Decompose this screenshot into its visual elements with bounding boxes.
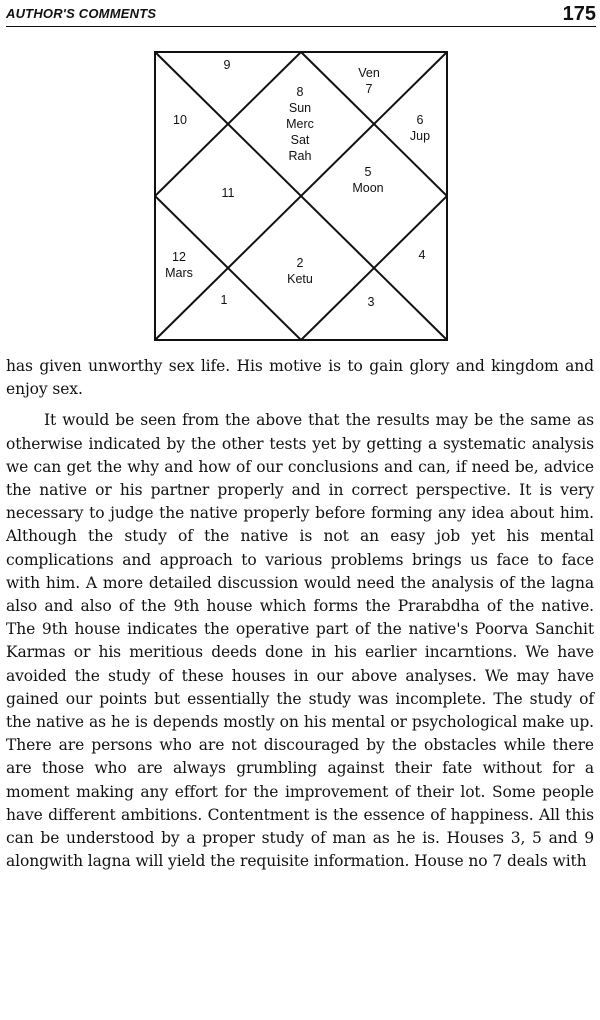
running-title: AUTHOR'S COMMENTS — [6, 6, 157, 21]
house-12 — [165, 249, 193, 281]
house-2 — [287, 255, 313, 287]
house-label: 11 — [221, 186, 235, 200]
house-label: 12 — [172, 250, 186, 264]
house-1 — [221, 292, 228, 308]
planet-label: Ketu — [287, 272, 313, 286]
running-header — [6, 4, 596, 27]
house-9 — [224, 57, 231, 73]
page-number: 175 — [562, 3, 596, 25]
body-text — [6, 355, 594, 881]
planet-label: Sun — [288, 101, 312, 115]
house-label: 9 — [223, 58, 231, 72]
planet-label: Jup — [409, 129, 431, 143]
house-5 — [352, 164, 383, 196]
house-label: 3 — [367, 295, 375, 309]
house-label: 4 — [418, 248, 426, 262]
planet-label: Mars — [165, 266, 193, 280]
house-label: 1 — [220, 293, 228, 307]
house-label: 2 — [296, 256, 304, 270]
house-10 — [173, 112, 187, 128]
house-3 — [368, 294, 375, 310]
planet-label: Moon — [352, 181, 384, 195]
planet-label: Rah — [288, 149, 312, 163]
horoscope-chart — [154, 51, 448, 341]
house-4 — [419, 247, 426, 263]
planet-label: Ven — [358, 66, 380, 80]
paragraph: has given unworthy sex life. His motive is to gain glory and kingdom and enjoy sex. — [6, 357, 594, 399]
house-label: 7 — [365, 82, 373, 96]
planet-label: Merc — [286, 117, 314, 131]
house-8 — [286, 84, 314, 164]
house-label: 8 — [296, 85, 304, 99]
house-11 — [222, 185, 235, 201]
house-label: 6 — [416, 113, 424, 127]
paragraph: It would be seen from the above that the results may be the same as otherwise indicated by the other tests yet by getting a systematic analysis we can get the why and how of our conclusions and can, if need be, advice the native or his partner properly and in correct perspective. It is very necessary to judge the native properly before forming any idea about him. Although the study of the native is not an easy job yet his mental complications and approach to various problems brings us face to face with him. A more detailed discussion would need the analysis of the lagna also and also of the 9th house which forms the Prarabdha of the native. The 9th house indicates the operative part of the native's Poorva Sanchit Karmas or his meritious deeds done in his earlier incarntions. We have avoided the study of these houses in our above analyses. We may have gained our points but essentially the study was incomplete. The study of the native as he is depends mostly on his mental or psychological make up. There are persons who are not discouraged by the obstacles while there are those who are always grumbling against their fate without for a moment making any effort for the improvement of their lot. Some people have different ambitions. Contentment is the essence of happiness. All this can be understood by a proper study of man as he is. Houses 3, 5 and 9 alongwith lagna will yield the requisite information. House no 7 deals with — [6, 411, 594, 871]
house-label: 10 — [173, 113, 187, 127]
house-label: 5 — [364, 165, 372, 179]
house-7 — [358, 65, 380, 97]
house-6 — [410, 112, 430, 144]
planet-label: Sat — [290, 133, 310, 147]
